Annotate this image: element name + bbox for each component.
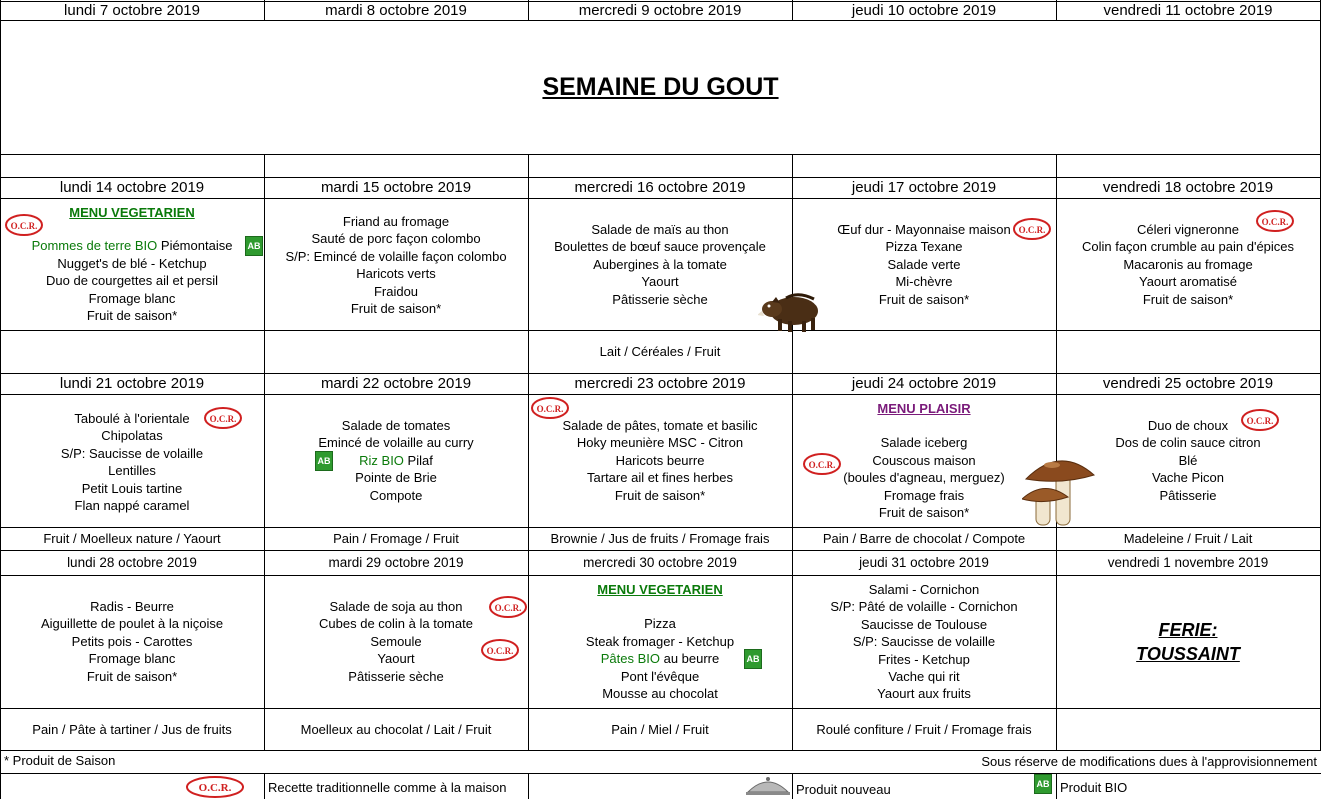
toussaint-label: TOUSSAINT (1136, 644, 1240, 664)
menu-item: Friand au fromage (342, 214, 450, 229)
day-header: mardi 15 octobre 2019 (320, 179, 472, 197)
day-header: mercredi 9 octobre 2019 (578, 2, 742, 20)
menu-cell-lundi-28 (0, 576, 264, 708)
menu-item: Mousse au chocolat (602, 686, 718, 702)
ocr-legend-icon (185, 776, 245, 798)
menu-item: Saucisse de Toulouse (860, 616, 988, 632)
nouveau-legend: Produit nouveau (796, 782, 891, 797)
menu-item: Duo de courgettes ail et persil (46, 273, 218, 289)
menu-item: Yaourt aux fruits (877, 686, 971, 702)
svg-text:O.C.R.: O.C.R. (10, 221, 38, 231)
gouter-cell: Moelleux au chocolat / Lait / Fruit (300, 721, 492, 737)
ferie-label: FERIE: (1158, 620, 1218, 640)
menu-item: Fraidou (373, 283, 419, 299)
menu-item: Boulettes de bœuf sauce provençale (554, 239, 766, 255)
menu-item: Fromage frais (883, 487, 965, 503)
menu-item: Céleri vigneronne (1137, 222, 1239, 237)
menu-item: Œuf dur - Mayonnaise maison (837, 222, 1011, 237)
ab-bio-legend-icon (1034, 774, 1052, 794)
gouter-cell: Pain / Miel / Fruit (611, 721, 709, 737)
svg-text:O.C.R.: O.C.R. (808, 460, 836, 470)
menu-item: Yaourt (377, 651, 415, 667)
menu-item: Sauté de porc façon colombo (311, 231, 481, 247)
gouter-cell: Pain / Barre de chocolat / Compote (822, 531, 1026, 547)
day-header: mercredi 30 octobre 2019 (583, 555, 737, 571)
menu-item: Fruit de saison* (878, 505, 970, 521)
svg-text:O.C.R.: O.C.R. (1261, 217, 1289, 227)
menu-item: S/P: Saucisse de volaille (60, 445, 204, 461)
menu-item: Salade verte (887, 256, 961, 272)
day-header: vendredi 11 octobre 2019 (1103, 2, 1273, 20)
ab-bio-icon (245, 236, 263, 256)
day-header: lundi 28 octobre 2019 (67, 555, 197, 571)
menu-item: Salade de soja au thon (329, 599, 463, 614)
day-header: mardi 8 octobre 2019 (325, 2, 467, 20)
menu-item: Salami - Cornichon (868, 582, 980, 597)
day-header: lundi 7 octobre 2019 (64, 2, 200, 20)
ocr-icon (1012, 217, 1052, 241)
menu-item: Fruit de saison* (614, 487, 706, 503)
day-header: lundi 14 octobre 2019 (59, 179, 205, 197)
menu-item: Petits pois - Carottes (71, 633, 193, 649)
menu-cell-mercredi-30 (528, 576, 792, 708)
day-header: vendredi 18 octobre 2019 (1102, 179, 1274, 197)
menu-item: Fruit de saison* (86, 308, 178, 324)
menu-plaisir-label: MENU PLAISIR (877, 401, 971, 416)
menu-item: Salade de tomates (341, 418, 451, 433)
gouter-cell: Fruit / Moelleux nature / Yaourt (43, 531, 221, 547)
menu-item: S/P: Pâté de volaille - Cornichon (830, 599, 1018, 615)
menu-item: Chipolatas (101, 428, 163, 444)
menu-item: Duo de choux (1147, 418, 1229, 433)
menu-item: Vache Picon (1151, 470, 1225, 486)
ocr-icon (530, 396, 570, 420)
menu-item: Taboulé à l'orientale (74, 411, 190, 426)
menu-item: Petit Louis tartine (81, 480, 183, 496)
svg-text:AB: AB (746, 654, 760, 664)
menu-item: Fruit de saison* (350, 301, 442, 317)
day-header: lundi 21 octobre 2019 (59, 375, 205, 393)
produit-saison-note: * Produit de Saison (4, 753, 116, 768)
menu-item: Macaronis au fromage (1123, 256, 1253, 272)
reserve-note: Sous réserve de modifications dues à l'approvisionnement (981, 754, 1317, 769)
menu-item: Fruit de saison* (1142, 291, 1234, 307)
day-header: jeudi 24 octobre 2019 (851, 375, 997, 393)
menu-item: S/P: Emincé de volaille façon colombo (285, 248, 507, 264)
svg-text:AB: AB (317, 456, 331, 466)
menu-item: Riz BIO Pilaf (359, 452, 433, 468)
menu-item: Cubes de colin à la tomate (319, 616, 473, 632)
menu-item: Colin façon crumble au pain d'épices (1081, 239, 1295, 255)
day-header: jeudi 31 octobre 2019 (859, 555, 989, 571)
ocr-icon (1240, 408, 1280, 432)
boar-icon (758, 285, 824, 337)
menu-item: Pâtisserie sèche (612, 291, 708, 307)
page-title: SEMAINE DU GOUT (542, 72, 779, 101)
menu-item: Yaourt aromatisé (1138, 274, 1238, 290)
ocr-icon (1255, 209, 1295, 233)
menu-item: Aubergines à la tomate (593, 256, 727, 272)
svg-text:O.C.R.: O.C.R. (209, 414, 237, 424)
recette-legend: Recette traditionnelle comme à la maison (268, 780, 507, 795)
menu-item: Pommes de terre BIO Piémontaise (31, 238, 233, 254)
menu-item: Semoule (370, 633, 422, 649)
mushroom-icon (1022, 449, 1098, 529)
menu-item: Pizza Texane (885, 239, 963, 255)
menu-item: Emincé de volaille au curry (318, 435, 474, 451)
menu-item: Salade iceberg (880, 435, 968, 451)
gouter-cell: Pain / Pâte à tartiner / Jus de fruits (32, 721, 232, 737)
menu-item: Nugget's de blé - Ketchup (57, 255, 207, 271)
menu-item: Mi-chèvre (895, 274, 953, 290)
ocr-icon (802, 452, 842, 476)
bio-item: Pommes de terre BIO (31, 238, 158, 254)
menu-cell-mardi-22 (264, 395, 528, 527)
cloche-icon (744, 774, 792, 798)
gouter-cell: Brownie / Jus de fruits / Fromage frais (550, 531, 770, 547)
menu-item: Haricots beurre (615, 452, 705, 468)
day-header: jeudi 17 octobre 2019 (851, 179, 997, 197)
menu-item: Hoky meunière MSC - Citron (576, 435, 744, 451)
menu-item: Tartare ail et fines herbes (587, 470, 733, 486)
ocr-icon (203, 406, 243, 430)
menu-item: Pointe de Brie (355, 470, 437, 486)
menu-item: Radis - Beurre (90, 599, 174, 614)
day-header: vendredi 25 octobre 2019 (1102, 375, 1274, 393)
ab-bio-icon (744, 649, 762, 669)
menu-item: Pizza (644, 616, 676, 632)
gouter-cell: Roulé confiture / Fruit / Fromage frais (816, 721, 1032, 737)
svg-text:O.C.R.: O.C.R. (1246, 416, 1274, 426)
gouter-cell: Pain / Fromage / Fruit (333, 531, 459, 547)
day-header: mardi 22 octobre 2019 (320, 375, 472, 393)
menu-vegetarien-label: MENU VEGETARIEN (597, 582, 723, 597)
bio-item: Pâtes BIO (600, 651, 660, 667)
svg-text:O.C.R.: O.C.R. (198, 782, 232, 794)
menu-item: Fromage blanc (88, 290, 176, 306)
menu-item: Fromage blanc (88, 651, 176, 667)
svg-text:O.C.R.: O.C.R. (486, 646, 514, 656)
svg-text:AB: AB (1036, 779, 1050, 789)
menu-item: Compote (369, 487, 423, 503)
menu-item: Lentilles (108, 463, 156, 479)
menu-cell-mercredi-16 (528, 200, 792, 330)
menu-item: Fruit de saison* (86, 668, 178, 684)
menu-item: Yaourt (641, 274, 679, 290)
menu-item: Haricots verts (356, 266, 436, 282)
week-title-cell (0, 21, 1321, 154)
menu-item: Salade de pâtes, tomate et basilic (562, 418, 758, 433)
menu-item: Blé (1178, 452, 1198, 468)
menu-item: Pâtes BIO au beurre (600, 651, 720, 667)
menu-cell-jeudi-31 (792, 576, 1056, 708)
bio-legend: Produit BIO (1060, 780, 1128, 795)
ocr-icon (4, 213, 44, 237)
bio-item: Riz BIO (359, 452, 404, 468)
menu-item: Pâtisserie sèche (348, 668, 444, 684)
menu-item: Couscous maison (872, 452, 976, 468)
gouter-cell: Madeleine / Fruit / Lait (1123, 531, 1253, 547)
menu-cell-mardi-15 (264, 200, 528, 330)
menu-vegetarien-label: MENU VEGETARIEN (69, 205, 195, 220)
day-header: jeudi 10 octobre 2019 (851, 2, 997, 20)
menu-item: Flan nappé caramel (74, 498, 190, 514)
day-header: mardi 29 octobre 2019 (328, 555, 464, 571)
menu-item: Aiguillette de poulet à la niçoise (40, 616, 224, 632)
menu-item: Pâtisserie (1159, 487, 1217, 503)
svg-text:AB: AB (247, 241, 261, 251)
menu-item: S/P: Saucisse de volaille (852, 634, 996, 650)
menu-item: Dos de colin sauce citron (1115, 435, 1261, 451)
ab-bio-icon (315, 451, 333, 471)
menu-item: (boules d'agneau, merguez) (843, 470, 1005, 486)
svg-text:O.C.R.: O.C.R. (1018, 225, 1046, 235)
menu-item: Frites - Ketchup (878, 651, 970, 667)
gouter-cell: Lait / Céréales / Fruit (599, 344, 721, 360)
day-header: mercredi 16 octobre 2019 (574, 179, 746, 197)
ferie-cell (1056, 576, 1320, 708)
day-header: vendredi 1 novembre 2019 (1107, 555, 1269, 571)
menu-item: Steak fromager - Ketchup (585, 633, 735, 649)
menu-item: Pont l'évêque (620, 668, 700, 684)
day-header: mercredi 23 octobre 2019 (574, 375, 746, 393)
ocr-icon (480, 638, 520, 662)
svg-text:O.C.R.: O.C.R. (536, 404, 564, 414)
menu-item: Fruit de saison* (878, 291, 970, 307)
svg-text:O.C.R.: O.C.R. (494, 603, 522, 613)
menu-item: Vache qui rit (888, 669, 960, 685)
menu-item: Salade de maïs au thon (591, 222, 729, 237)
ocr-icon (488, 595, 528, 619)
